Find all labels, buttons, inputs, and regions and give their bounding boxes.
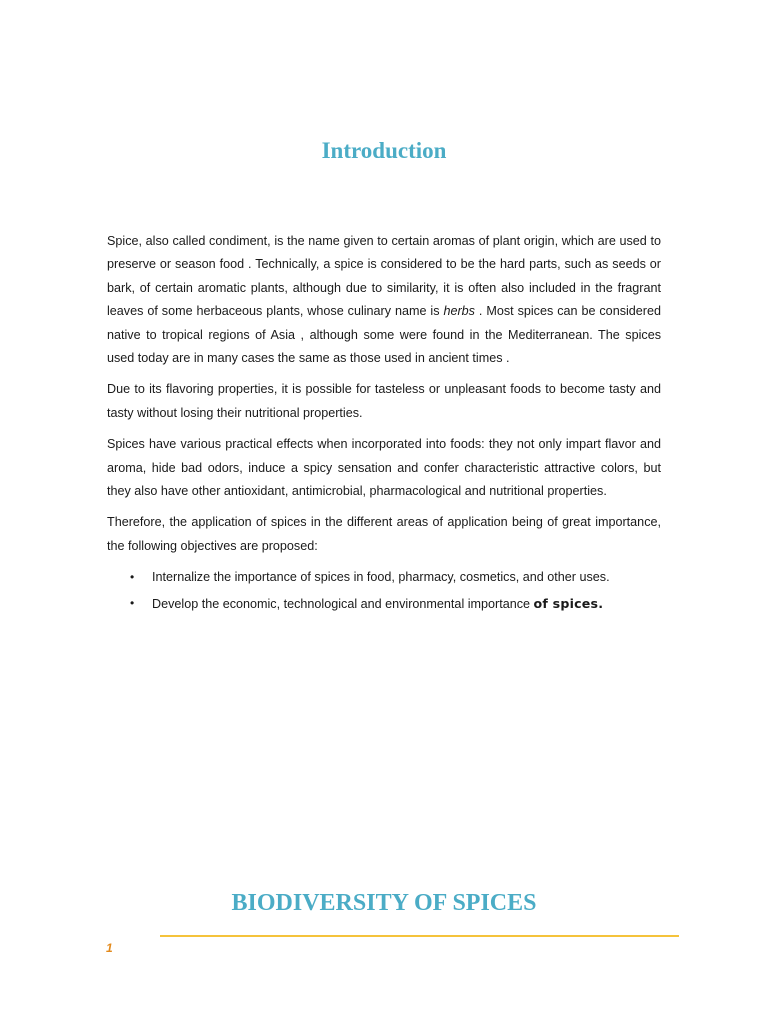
bullet-icon: •	[130, 595, 135, 610]
paragraph-effects: Spices have various practical effects when incorporated into foods: they not only impart flavor and aroma, hide bad odors, induce a spicy sensation and confer characteristic attractive colors, but they also have other antioxidant, antimicrobial, pharmacological and nutritional properties.	[107, 437, 661, 499]
list-item-bold-text: of spices.	[533, 595, 604, 611]
paragraph-intro-text-1: Spice, also called condiment, is the name given to certain aromas of plant origin, which are used to preserve or season food . Technically, a spice is considered to be the hard parts, such as seeds or bark, of certain aromatic plants, although due to similarity, it is often also included in the fragrant leaves of some herbaceous plants, whose culinary name is	[107, 234, 661, 319]
paragraph-intro-italic-term: herbs	[443, 304, 475, 319]
objectives-list	[107, 566, 661, 616]
footer-divider	[160, 935, 679, 937]
paragraph-objectives-intro: Therefore, the application of spices in the different areas of application being of great importance, the following objectives are proposed:	[107, 515, 661, 553]
page-title: Introduction	[321, 138, 447, 163]
footer-section-title: BIODIVERSITY OF SPICES	[231, 890, 537, 916]
paragraph-flavoring: Due to its flavoring properties, it is possible for tasteless or unpleasant foods to become tasty and tasty without losing their nutritional properties.	[107, 382, 661, 420]
document-body	[107, 230, 661, 618]
list-item-text: Develop the economic, technological and environmental importance	[152, 596, 534, 611]
list-item	[107, 566, 661, 589]
list-item	[107, 592, 661, 616]
page-number: 1	[106, 941, 113, 955]
bullet-icon: •	[130, 570, 135, 585]
paragraph-intro-text-2: . Most spices can be considered native to tropical regions of Asia , although some were found in the Mediterranean. The spices used today are in many cases the same as those used in ancient times .	[107, 304, 661, 366]
paragraph-intro	[107, 230, 661, 370]
list-item-text: Internalize the importance of spices in food, pharmacy, cosmetics, and other uses.	[152, 570, 610, 585]
